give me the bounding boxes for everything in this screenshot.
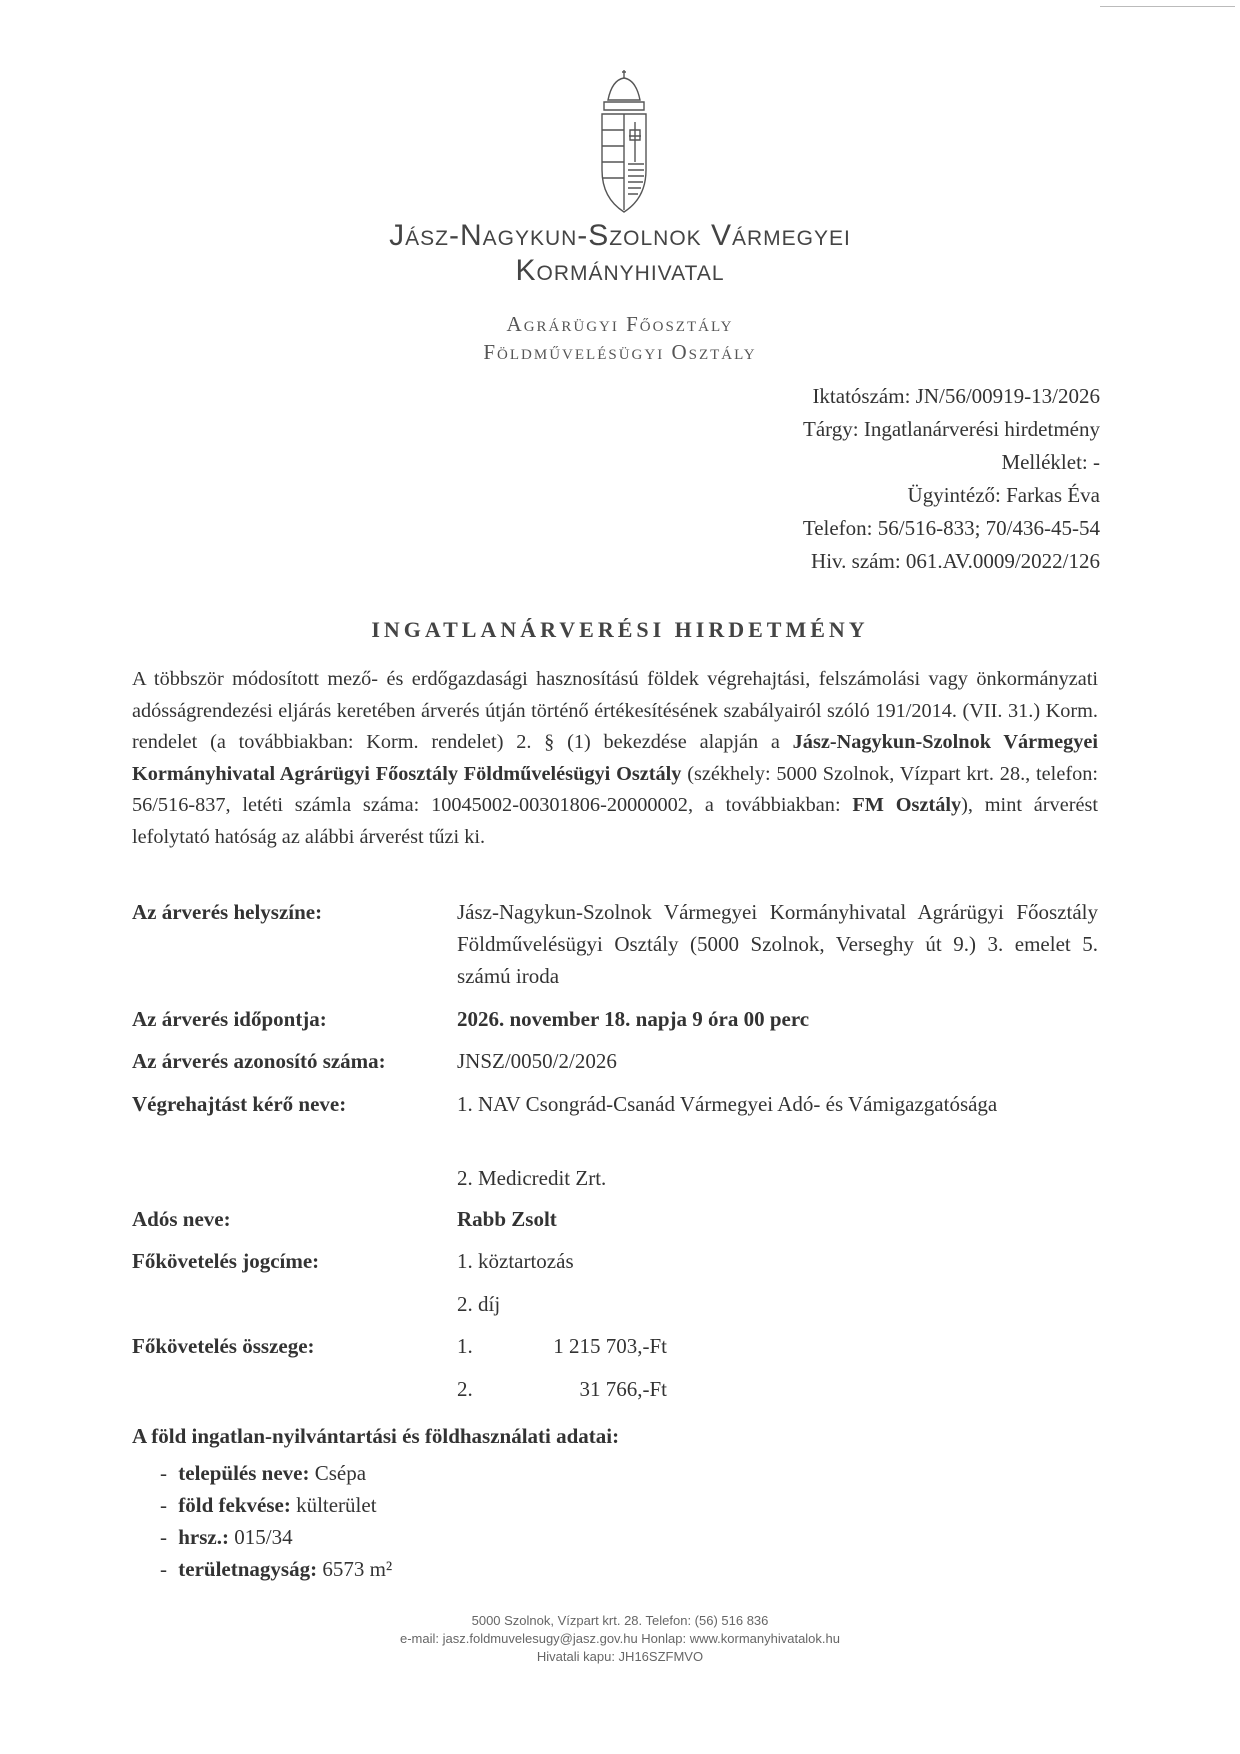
- organization-line-2: Kormányhivatal: [515, 254, 725, 287]
- field-location: [132, 896, 1098, 996]
- field-label: Főkövetelés összege:: [132, 1334, 315, 1358]
- field-value: JNSZ/0050/2/2026: [457, 1049, 617, 1073]
- field-label: Az árverés azonosító száma:: [132, 1049, 386, 1073]
- department-line-1: Agrárügyi Főosztály: [506, 312, 734, 336]
- land-label: település neve:: [178, 1461, 310, 1485]
- page-footer: [0, 1612, 1240, 1666]
- list-item: [160, 1457, 392, 1489]
- field-value: 2. Medicredit Zrt.: [457, 1166, 607, 1190]
- land-value: Csépa: [314, 1461, 367, 1485]
- list-item: [160, 1521, 392, 1553]
- footer-address: 5000 Szolnok, Vízpart krt. 28. Telefon: (56) 516 836: [471, 1613, 769, 1628]
- land-label: föld fekvése:: [178, 1493, 291, 1517]
- land-label: területnagyság:: [178, 1557, 318, 1581]
- department-name: [0, 310, 1240, 366]
- amount-value: 1 215 703,-Ft: [553, 1334, 667, 1358]
- phone: Telefon: 56/516-833; 70/436-45-54: [802, 516, 1100, 540]
- list-item: [160, 1553, 392, 1585]
- field-label: Végrehajtást kérő neve:: [132, 1092, 347, 1116]
- department-line-2: Földművelésügyi Osztály: [483, 340, 757, 364]
- field-label: Főkövetelés jogcíme:: [132, 1249, 320, 1273]
- scan-edge-line: [1100, 6, 1235, 7]
- case-officer: Ügyintéző: Farkas Éva: [907, 483, 1100, 507]
- amount-value: 31 766,-Ft: [579, 1377, 667, 1401]
- reference-number: Iktatószám: JN/56/00919-13/2026: [812, 384, 1100, 408]
- footer-contact: e-mail: jasz.foldmuvelesugy@jasz.gov.hu Honlap: www.kormanyhivatalok.hu: [400, 1631, 840, 1646]
- field-value: 2. díj: [457, 1292, 501, 1316]
- field-label: Adós neve:: [132, 1207, 231, 1231]
- field-value: [457, 1373, 1098, 1405]
- land-data-heading: A föld ingatlan-nyilvántartási és földhasználati adatai:: [132, 1424, 620, 1448]
- intro-authority-short: FM Osztály: [852, 794, 962, 816]
- reference-code: Hiv. szám: 061.AV.0009/2022/126: [811, 549, 1100, 573]
- intro-authority-name: Jász-Nagykun-Szolnok Vármegyei Kormányhivatal Agrárügyi Főosztály Földművelésügyi Osztály: [132, 731, 1098, 785]
- land-data-list: [160, 1457, 392, 1585]
- attachment: Melléklet: -: [1001, 450, 1100, 474]
- amount-number: 1.: [457, 1334, 473, 1358]
- intro-part-3: ), mint árverést lefolytató hatóság az alábbi árverést tűzi ki.: [132, 794, 1098, 848]
- field-label: Az árverés helyszíne:: [132, 900, 323, 924]
- footer-gateway: Hivatali kapu: JH16SZFMVO: [536, 1649, 704, 1664]
- intro-part-1: A többször módosított mező- és erdőgazdasági hasznosítású földek végrehajtási, felszámolási vagy önkormányzati adósságrendezési eljárás keretében árverés útján történő értékesítésének szabályairól szóló 191/2014. (VII. 31.) Korm. rendelet (a továbbiakban: Korm. rendelet) 2. § (1) bekezdése alapján a: [132, 668, 1098, 753]
- field-value: Jász-Nagykun-Szolnok Vármegyei Kormányhivatal Agrárügyi Főosztály Földművelésügyi Osztály (5000 Szolnok, Verseghy út 9.) 3. emelet 5. számú iroda: [457, 900, 1098, 988]
- field-value: Rabb Zsolt: [457, 1207, 557, 1231]
- hungarian-coat-of-arms-icon: [588, 70, 660, 220]
- land-value: 6573 m²: [322, 1557, 393, 1581]
- organization-name: [0, 218, 1240, 288]
- document-metadata: [803, 380, 1100, 578]
- amount-number: 2.: [457, 1377, 473, 1401]
- field-value: 2026. november 18. napja 9 óra 00 perc: [457, 1007, 810, 1031]
- land-value: külterület: [296, 1493, 377, 1517]
- field-value: [457, 1330, 1098, 1362]
- document-title: INGATLANÁRVERÉSI HIRDETMÉNY: [371, 617, 869, 642]
- subject: Tárgy: Ingatlanárverési hirdetmény: [803, 417, 1100, 441]
- field-label: Az árverés időpontja:: [132, 1007, 327, 1031]
- field-value: 1. köztartozás: [457, 1249, 574, 1273]
- field-value: 1. NAV Csongrád-Csanád Vármegyei Adó- és Vámigazgatósága: [457, 1092, 998, 1116]
- intro-part-2: (székhely: 5000 Szolnok, Vízpart krt. 28., telefon: 56/516-837, letéti számla száma: 10045002-00301806-20000002, a továbbiakban:: [132, 762, 1098, 816]
- list-item: [160, 1489, 392, 1521]
- intro-paragraph: [132, 664, 1098, 853]
- land-label: hrsz.:: [178, 1525, 229, 1549]
- land-value: 015/34: [234, 1525, 293, 1549]
- organization-line-1: Jász-Nagykun-Szolnok Vármegyei: [389, 219, 851, 252]
